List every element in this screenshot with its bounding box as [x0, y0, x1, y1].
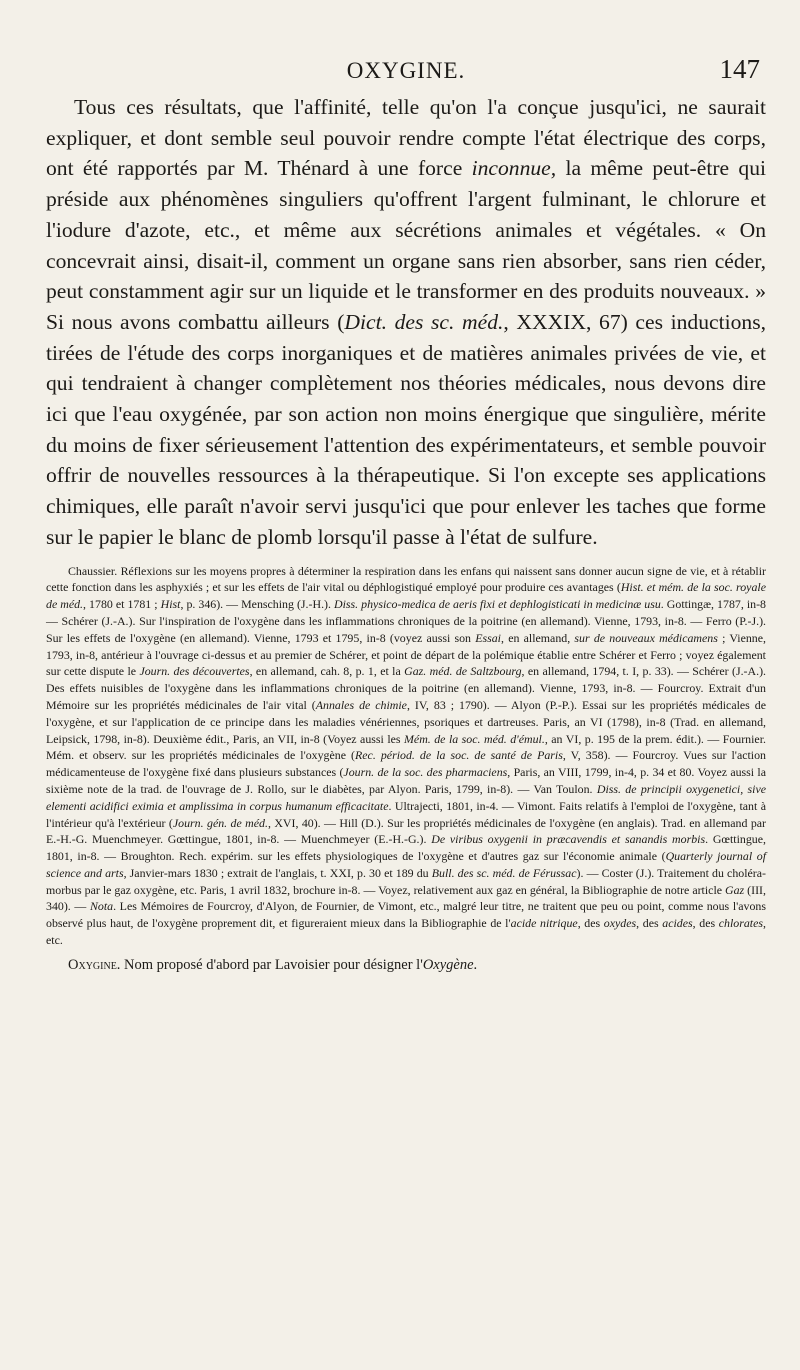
entry-end: . — [473, 956, 478, 973]
running-head — [46, 54, 766, 92]
bibliography-text: , des — [636, 916, 663, 931]
bibliography-text: ). — Coster (J.). Traitement du choléra-morbus par le gaz oxygène, etc. Paris, 1 avril 1832, brochure in-8. — Voyez, relativement aux gaz en général, la Bibliographie de notre article — [46, 865, 766, 897]
paragraph-part-1: Tous ces résultats, que l'affinité, telle qu'on l'a conçue jusqu'ici, ne saurait expliquer, et dont semble seul pouvoir rendre compte l'état électrique des corps, ont été rapportés par M. Thénard à une force — [46, 95, 766, 181]
main-paragraph — [46, 92, 766, 553]
bibliography-text: , 1780 et 1781 ; — [83, 597, 161, 612]
dictionary-entry — [46, 955, 766, 975]
bibliography-title: chlorates — [718, 916, 764, 931]
bibliography-text: , IV, 83 ; 1790). — Alyon (P.-P.). Essai sur les propriétés médicales de l'oxygène, et sur l'application de ce principe dans les maladies vénériennes, psoriques et dartreuses. Paris, an VI (1798), in-8 (Trad. en allemand, Leipsick, 1798, in-8). Deuxième édit., Paris, an VII, in-8 (Voyez aussi les — [46, 697, 767, 746]
bibliography-title: Bull. des sc. méd. de Férussac — [431, 865, 577, 880]
bibliography-text: Chaussier. Réflexions sur les moyens propres à déterminer la respiration dans les enfans qui naissent sans donner aucun signe de vie, et à rétablir cette fonction dans les asphyxiés ; et sur les effets de l'air vital ou déphlogistiqué employé pour produire ces avantages ( — [46, 563, 766, 595]
bibliography-title: Hist. et mém. de la soc. royale de méd. — [46, 580, 766, 612]
bibliography-title: Nota — [89, 899, 114, 914]
bibliography-text: , etc. — [46, 916, 767, 948]
bibliography-title: Journ. des découvertes — [139, 664, 250, 679]
bibliography-text: , en allemand, 1794, t. I, p. 33). — Schérer (J.-A.). Des effets nuisibles de l'oxygène dans les inflammations chroniques de la poitrine (en allemand). Vienne, 1793, in-8. — Fourcroy. Extrait d'un Mémoire sur les propriétés médicinales de l'air vital ( — [46, 664, 767, 712]
bibliography-text: . Gottingæ, 1787, in-8 — Schérer (J.-A.). Sur l'inspiration de l'oxygène dans les inflammations chroniques de la poitrine (en allemand). Vienne, 1793, in-8. — Ferro (P.-J.). Sur les effets de l'oxygène (en allemand). Vienne, 1793 et 1795, in-8 (voyez aussi son — [46, 597, 766, 645]
bibliography-title: Hist — [160, 597, 181, 612]
bibliography-text: . Ultrajecti, 1801, in-4. — Vimont. Faits relatifs à l'emploi de l'oxygène, tant à l'intérieur qu'à l'extérieur ( — [46, 798, 766, 830]
bibliography-text: (III, 340). — — [46, 882, 766, 914]
page-number: 147 — [719, 54, 760, 84]
bibliography-title: Quarterly journal of science and arts — [46, 849, 767, 880]
bibliography-title: sur de nouveaux médicamens — [574, 630, 718, 645]
entry-text: . Nom proposé d'abord par Lavoisier pour désigner l' — [116, 956, 423, 973]
entry-headword: Oxygine — [68, 956, 117, 973]
bibliography-title: Journ. gén. de méd. — [172, 815, 268, 830]
bibliography-title: Journ. de la soc. des pharmaciens — [343, 765, 508, 780]
bibliography-text: , p. 346). — Mensching (J.-H.). — [180, 597, 335, 612]
running-title: OXYGINE. — [346, 58, 466, 83]
bibliography-text: , en allemand, — [501, 630, 575, 645]
bibliography-text: , en allemand, cah. 8, p. 1, et la — [249, 664, 405, 679]
bibliography-text: , Janvier-mars 1830 ; extrait de l'anglais, t. XXI, p. 30 et 189 du — [123, 865, 432, 880]
bibliography-text: , V, 358). — Fourcroy. Vues sur l'action médicamenteuse de l'oxygène fixé dans plusieurs substances ( — [46, 748, 766, 780]
bibliography-title: De viribus oxygenii in præcavendis et sanandis morbis — [431, 832, 706, 847]
bibliography-text: . Gœttingue, 1801, in-8. — Broughton. Rech. expérim. sur les effets physiologiques de l'oxygène et d'autres gaz sur l'économie animale ( — [46, 832, 766, 864]
bibliography-text: , XVI, 40). — Hill (D.). Sur les propriétés médicinales de l'oxygène (en anglais). Trad. en allemand par E.-H.-G. Muenchmeyer. Gœttingue, 1801, in-8. — Muenchmeyer (E.-H.-G.). — [46, 815, 767, 847]
paragraph-part-3: , XXXIX, 67) ces inductions, tirées de l'étude des corps inorganiques et de matières animales privées de vie, et qui tendraient à changer complètement nos théories médicales, nous devons dire ici que l'eau oxygénée, par son action non moins énergique que singulière, mérite du moins de fixer sérieusement l'attention des expérimentateurs, et semble pouvoir offrir de nouvelles ressources à la thérapeutique. Si l'on excepte ses applications chimiques, elle paraît n'avoir servi jusqu'ici que pour enlever les taches que forme sur le papier le blanc de plomb lorsqu'il passe à l'état de sulfure. — [46, 309, 766, 549]
entry-term: Oxygène — [422, 956, 474, 973]
bibliography-title: Gaz — [725, 882, 745, 897]
paragraph-emphasis-1: inconnue, — [471, 156, 557, 181]
bibliography-title: acides — [662, 916, 693, 931]
bibliography-title: Gaz. méd. de Saltzbourg — [404, 664, 522, 679]
bibliography-title: acide nitrique — [510, 916, 578, 931]
bibliography-title: oxydes — [603, 916, 637, 931]
bibliography-text: , des — [692, 916, 719, 931]
bibliography-title: Mém. de la soc. méd. d'émul. — [404, 731, 545, 746]
bibliography-text: , des — [577, 916, 604, 931]
bibliography-title: Rec. périod. de la soc. de santé de Paris — [355, 748, 563, 763]
paragraph-emphasis-2: Dict. des sc. méd. — [344, 309, 504, 334]
bibliography-text: . Les Mémoires de Fourcroy, d'Alyon, de Fournier, de Vimont, etc., malgré leur titre, ne traitent que peu ou point, comme nous l'avons observé plus haut, de l'oxygène proprement dit, et figureraient mieux dans la Bibliographie de l' — [46, 899, 767, 931]
bibliography-title: Essai — [475, 630, 501, 645]
bibliography-text: , an VI, p. 195 de la prem. édit.). — Fournier. Mém. et observ. sur les propriétés médicinales de l'oxygène ( — [46, 731, 766, 763]
bibliography-title: Diss. physico-medica de aeris fixi et dephlogisticati in medicinæ usu — [334, 597, 661, 612]
bibliography-paragraph — [46, 563, 766, 949]
bibliography-text: ; Vienne, 1793, in-8, antérieur à l'ouvrage ci-dessus et au premier de Schérer, et point de départ de la polémique établie entre Schérer et Ferro ; voyez également sur cette dispute le — [46, 630, 766, 679]
bibliography-title: Annales de chimie — [315, 697, 407, 712]
bibliography-notes — [46, 563, 766, 949]
paragraph-part-2: la même peut-être qui préside aux phénomènes singuliers qu'offrent l'argent fulminant, le chlorure et l'iodure d'azote, etc., et même aux sécrétions animales et végétales. « On concevrait ainsi, disait-il, comment un organe sans rien absorber, sans rien céder, peut constamment agir sur un liquide et le transformer en des produits nouveaux. » Si nous avons combattu ailleurs ( — [46, 156, 766, 334]
bibliography-title: Diss. de principii oxygenetici, sive elementi acidifici eximia et amplissima in corpus humanum efficacitate — [46, 781, 767, 813]
bibliography-text: , Paris, an VIII, 1799, in-4, p. 34 et 80. Voyez aussi la sixième note de la trad. de l'ouvrage de J. Rollo, sur le diabètes, par Alyon. Paris, 1799, in-8). — Van Toulon. — [46, 765, 766, 796]
